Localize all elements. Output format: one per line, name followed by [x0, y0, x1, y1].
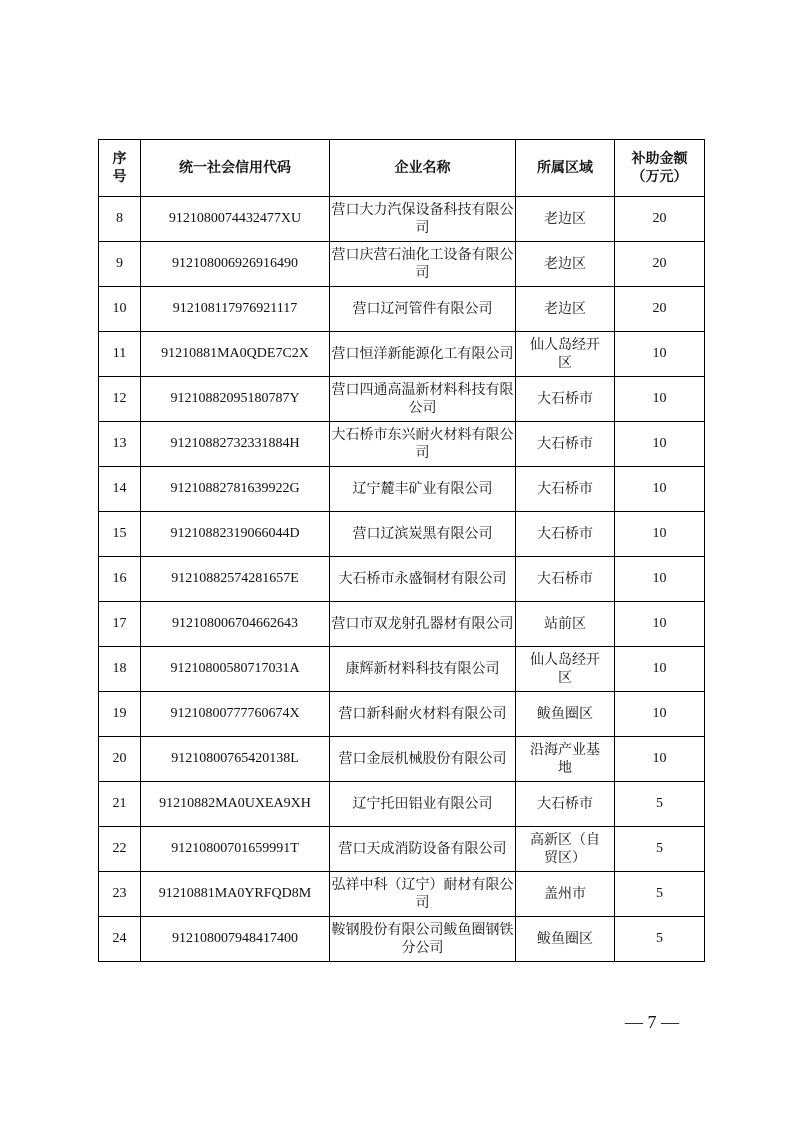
cell-name: 大石桥市永盛铜材有限公司	[330, 557, 516, 602]
table-row	[99, 647, 705, 692]
cell-name: 营口市双龙射孔器材有限公司	[330, 602, 516, 647]
cell-region-text: 大石桥市	[537, 796, 593, 812]
cell-region	[516, 197, 615, 242]
table-row	[99, 242, 705, 287]
cell-region-text: 大石桥市	[537, 436, 593, 452]
cell-region-text: 沿海产业基地	[530, 742, 600, 776]
table-row	[99, 197, 705, 242]
cell-code: 91210800777760674X	[141, 692, 330, 737]
cell-code: 912108006926916490	[141, 242, 330, 287]
cell-index: 23	[99, 872, 141, 917]
cell-index: 19	[99, 692, 141, 737]
table-row	[99, 692, 705, 737]
cell-index: 17	[99, 602, 141, 647]
subsidy-table	[98, 139, 705, 962]
cell-region	[516, 467, 615, 512]
cell-name: 营口天成消防设备有限公司	[330, 827, 516, 872]
cell-amount: 10	[615, 512, 705, 557]
cell-amount: 10	[615, 557, 705, 602]
table-body	[99, 197, 705, 962]
cell-amount: 20	[615, 197, 705, 242]
table-row	[99, 332, 705, 377]
cell-region-text: 鲅鱼圈区	[537, 931, 593, 947]
table-row	[99, 512, 705, 557]
cell-amount: 10	[615, 692, 705, 737]
header-amount	[615, 140, 705, 197]
cell-code: 912108006704662643	[141, 602, 330, 647]
cell-code: 91210881MA0QDE7C2X	[141, 332, 330, 377]
table-row	[99, 377, 705, 422]
cell-amount: 10	[615, 467, 705, 512]
cell-index: 18	[99, 647, 141, 692]
cell-region	[516, 737, 615, 782]
cell-index: 16	[99, 557, 141, 602]
cell-code: 9121080074432477XU	[141, 197, 330, 242]
cell-region-text: 大石桥市	[537, 571, 593, 587]
header-name: 企业名称	[330, 140, 516, 197]
table-row	[99, 602, 705, 647]
cell-region	[516, 287, 615, 332]
cell-region	[516, 827, 615, 872]
cell-code: 912108007948417400	[141, 917, 330, 962]
table-row	[99, 422, 705, 467]
cell-name: 营口大力汽保设备科技有限公司	[330, 197, 516, 242]
cell-index: 14	[99, 467, 141, 512]
cell-region-text: 仙人岛经开区	[530, 652, 600, 686]
cell-code: 91210882574281657E	[141, 557, 330, 602]
cell-amount: 10	[615, 602, 705, 647]
cell-region	[516, 917, 615, 962]
cell-amount: 10	[615, 647, 705, 692]
cell-region	[516, 872, 615, 917]
cell-amount: 10	[615, 737, 705, 782]
cell-code: 91210882MA0UXEA9XH	[141, 782, 330, 827]
header-index-text: 序号	[112, 151, 127, 185]
cell-name: 营口辽河管件有限公司	[330, 287, 516, 332]
cell-index: 11	[99, 332, 141, 377]
cell-amount: 5	[615, 827, 705, 872]
cell-index: 9	[99, 242, 141, 287]
cell-code: 91210882319066044D	[141, 512, 330, 557]
cell-region	[516, 647, 615, 692]
table-row	[99, 827, 705, 872]
cell-region	[516, 692, 615, 737]
header-region: 所属区域	[516, 140, 615, 197]
header-amount-text: 补助金额（万元）	[631, 151, 688, 185]
cell-region-text: 高新区（自贸区）	[530, 832, 600, 866]
cell-name: 大石桥市东兴耐火材料有限公司	[330, 422, 516, 467]
page-number: — 7 —	[625, 1012, 679, 1032]
cell-code: 91210800580717031A	[141, 647, 330, 692]
cell-amount: 20	[615, 242, 705, 287]
cell-region-text: 老边区	[544, 211, 586, 227]
cell-index: 12	[99, 377, 141, 422]
cell-index: 15	[99, 512, 141, 557]
cell-index: 10	[99, 287, 141, 332]
header-code: 统一社会信用代码	[141, 140, 330, 197]
cell-amount: 10	[615, 422, 705, 467]
cell-region	[516, 332, 615, 377]
table-row	[99, 872, 705, 917]
table-row	[99, 467, 705, 512]
cell-code: 91210800701659991T	[141, 827, 330, 872]
cell-index: 8	[99, 197, 141, 242]
table-header-row	[99, 140, 705, 197]
cell-region-text: 大石桥市	[537, 526, 593, 542]
cell-region	[516, 602, 615, 647]
table-row	[99, 557, 705, 602]
cell-name: 营口四通高温新材料科技有限公司	[330, 377, 516, 422]
cell-region-text: 鲅鱼圈区	[537, 706, 593, 722]
cell-region-text: 大石桥市	[537, 391, 593, 407]
cell-code: 91210800765420138L	[141, 737, 330, 782]
cell-name: 弘祥中科（辽宁）耐材有限公司	[330, 872, 516, 917]
cell-region-text: 仙人岛经开区	[530, 337, 600, 371]
cell-amount: 10	[615, 332, 705, 377]
cell-code: 91210882732331884H	[141, 422, 330, 467]
cell-index: 20	[99, 737, 141, 782]
cell-region-text: 大石桥市	[537, 481, 593, 497]
cell-name: 营口恒洋新能源化工有限公司	[330, 332, 516, 377]
cell-index: 21	[99, 782, 141, 827]
cell-code: 91210882781639922G	[141, 467, 330, 512]
cell-region	[516, 782, 615, 827]
cell-region-text: 站前区	[544, 616, 586, 632]
table-row	[99, 287, 705, 332]
cell-name: 鞍钢股份有限公司鲅鱼圈钢铁分公司	[330, 917, 516, 962]
cell-name: 营口庆营石油化工设备有限公司	[330, 242, 516, 287]
cell-name: 营口辽滨炭黑有限公司	[330, 512, 516, 557]
cell-index: 22	[99, 827, 141, 872]
cell-region	[516, 422, 615, 467]
table-row	[99, 782, 705, 827]
cell-code: 91210881MA0YRFQD8M	[141, 872, 330, 917]
cell-name: 营口金辰机械股份有限公司	[330, 737, 516, 782]
cell-index: 24	[99, 917, 141, 962]
cell-code: 91210882095180787Y	[141, 377, 330, 422]
table-row	[99, 917, 705, 962]
cell-region-text: 盖州市	[544, 886, 586, 902]
cell-name: 营口新科耐火材料有限公司	[330, 692, 516, 737]
cell-amount: 5	[615, 917, 705, 962]
cell-region-text: 老边区	[544, 256, 586, 272]
cell-region	[516, 242, 615, 287]
cell-name: 辽宁托田铝业有限公司	[330, 782, 516, 827]
cell-region-text: 老边区	[544, 301, 586, 317]
cell-name: 康辉新材料科技有限公司	[330, 647, 516, 692]
cell-amount: 10	[615, 377, 705, 422]
cell-region	[516, 512, 615, 557]
table-row	[99, 737, 705, 782]
cell-name: 辽宁麓丰矿业有限公司	[330, 467, 516, 512]
header-index	[99, 140, 141, 197]
cell-index: 13	[99, 422, 141, 467]
cell-amount: 5	[615, 872, 705, 917]
cell-amount: 20	[615, 287, 705, 332]
cell-amount: 5	[615, 782, 705, 827]
cell-code: 912108117976921117	[141, 287, 330, 332]
cell-region	[516, 377, 615, 422]
cell-region	[516, 557, 615, 602]
